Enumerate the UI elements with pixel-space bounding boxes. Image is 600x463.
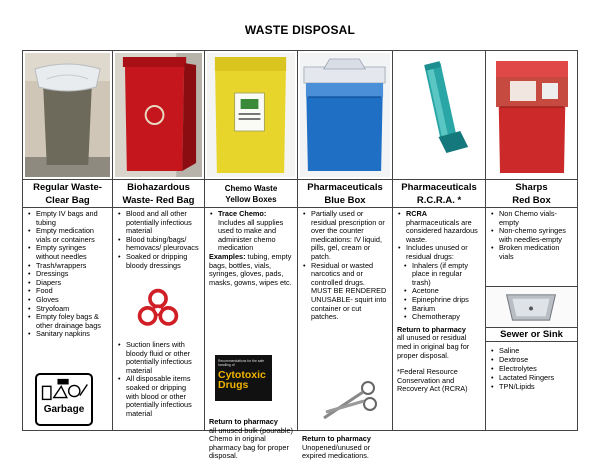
header-line-1: Biohazardous xyxy=(127,182,190,193)
list-item: • Includes unused or residual drugs: xyxy=(397,244,482,261)
return-block xyxy=(209,418,294,461)
list-item: • Empty medication vials or containers xyxy=(27,227,109,244)
must-be-rendered-text: MUST BE RENDERED UNUSABLE- squirt into container or cut patches. xyxy=(311,286,387,322)
header-line-2: Clear Bag xyxy=(45,194,90,206)
blue-box-photo xyxy=(300,53,390,177)
column-header xyxy=(113,179,204,208)
column-header xyxy=(393,179,485,208)
clear-bag-bin-photo xyxy=(25,53,110,177)
column-body xyxy=(298,208,392,461)
waste-disposal-table xyxy=(22,50,578,461)
column-header xyxy=(486,179,577,208)
list-item: • Suction liners with bloody fluid or other potentially infectious material xyxy=(117,341,201,375)
header-line-2: Blue Box xyxy=(324,194,366,206)
column-body xyxy=(113,208,204,418)
list-item: • Sanitary napkins xyxy=(27,330,109,339)
label-big-text: Cytotoxic Drugs xyxy=(218,369,266,391)
list-item: • Empty foley bags & other drainage bags xyxy=(27,313,109,330)
sink-photo xyxy=(486,286,577,327)
return-block xyxy=(397,326,482,360)
column-header xyxy=(205,179,297,208)
examples-block xyxy=(209,253,294,287)
column-pharmaceuticals-blue xyxy=(298,51,393,461)
list-item: • Blood tubing/bags/ hemovacs/ pleurovacs xyxy=(117,236,201,253)
return-text: Unopened/unused or expired medications. xyxy=(302,442,371,461)
garbage-icon xyxy=(35,373,93,426)
column-sharps xyxy=(486,51,577,430)
sub-list-item: • Inhalers (if empty place in regular trash) xyxy=(403,262,482,288)
list-item: • Stryofoam xyxy=(27,305,109,314)
sub-list-item: • Barium xyxy=(403,305,482,314)
column-pharmaceuticals-rcra xyxy=(393,51,486,430)
scissors-icon xyxy=(320,380,378,422)
return-title: Return to pharmacy xyxy=(302,434,371,443)
return-text: all unused or residual med in original bag for proper disposal. xyxy=(397,333,470,360)
yellow-chemo-box-photo xyxy=(207,53,295,177)
sub-list-item: • Chemotherapy xyxy=(403,313,482,322)
examples-text: tubing, empty bags, bottles, vials, syringes, gloves, pads, masks, gowns, wipes etc. xyxy=(209,251,292,287)
header-line-2: Waste- Red Bag xyxy=(122,194,195,206)
red-biohazard-bin-photo xyxy=(115,53,202,177)
column-chemo-waste xyxy=(205,51,298,461)
list-item: • Food xyxy=(27,287,109,296)
list-item: • Diapers xyxy=(27,279,109,288)
sub-list-item: • Epinephrine drips xyxy=(403,296,482,305)
examples-label: Examples: xyxy=(209,251,246,261)
column-regular-waste xyxy=(23,51,113,430)
list-item: • Non Chemo vials-empty xyxy=(490,210,574,227)
header-line-1: Pharmaceuticals xyxy=(307,182,383,193)
list-item xyxy=(397,210,482,244)
list-item: • Broken medication vials xyxy=(490,244,574,261)
return-text: all unused bulk (pourable) Chemo in original pharmacy bag for proper disposal. xyxy=(209,425,293,461)
list-item: • Blood and all other potentially infectious material xyxy=(117,210,201,236)
list-item: • Residual or wasted narcotics and or controlled drugs. xyxy=(302,262,389,288)
rcra-text: pharmaceuticals are considered hazardous waste. xyxy=(406,217,478,244)
column-body xyxy=(486,208,577,262)
list-item xyxy=(209,210,294,219)
header-line-2: Red Box xyxy=(512,194,551,206)
rcra-footnote: *Federal Resource Conservation and Recovery Act (RCRA) xyxy=(397,367,468,394)
list-item: • Soaked or dripping bloody dressings xyxy=(117,253,201,270)
list-item: • Electrolytes xyxy=(490,365,574,374)
list-item: • Dressings xyxy=(27,270,109,279)
list-item: • Saline xyxy=(490,347,574,356)
page-title: WASTE DISPOSAL xyxy=(244,23,356,37)
list-item: • Partially used or residual prescription or over the counter medications: IV liquid, pills, gel, cream or patch. xyxy=(302,210,389,262)
inhaler-photo xyxy=(395,53,483,177)
biohazard-icon xyxy=(135,286,181,332)
return-title: Return to pharmacy xyxy=(209,417,278,426)
list-item: • Dextrose xyxy=(490,356,574,365)
list-item: • Gloves xyxy=(27,296,109,305)
rcra-title: RCRA xyxy=(406,209,428,218)
list-item: • Empty IV bags and tubing xyxy=(27,210,109,227)
list-item: • Non-chemo syringes with needles-empty xyxy=(490,227,574,244)
column-body xyxy=(23,208,112,415)
column-body xyxy=(393,208,485,394)
list-item: • Trash/wrappers xyxy=(27,262,109,271)
sewer-list xyxy=(490,347,574,392)
header-line-1: Chemo Waste xyxy=(224,184,278,193)
return-title: Return to pharmacy xyxy=(397,324,466,334)
column-body xyxy=(205,208,297,461)
header-line-1: Sharps xyxy=(515,182,548,193)
trace-chemo-text: Includes all supplies used to make and administer chemo medication xyxy=(218,217,284,253)
column-header xyxy=(23,179,112,208)
column-header xyxy=(298,179,392,208)
list-item: • All disposable items soaked or dripping with blood or other potentially infectious material xyxy=(117,375,201,418)
sharps-red-box-photo xyxy=(488,53,575,177)
header-line-1: Regular Waste- xyxy=(33,182,102,193)
return-block xyxy=(302,435,389,461)
header-line-2: R.C.R.A. * xyxy=(416,194,462,206)
label-small-text: Recommendations for the safe handling of xyxy=(218,359,265,367)
sub-list-item: • Acetone xyxy=(403,287,482,296)
list-item: • TPN/Lipids xyxy=(490,383,574,392)
list-item: • Empty syringes without needles xyxy=(27,244,109,261)
header-line-1: Pharmaceuticals xyxy=(401,182,477,193)
cytotoxic-drugs-label xyxy=(215,355,272,401)
trace-chemo-title: Trace Chemo: xyxy=(218,209,267,218)
list-item: • Lactated Ringers xyxy=(490,374,574,383)
garbage-label: Garbage xyxy=(43,404,85,415)
sewer-header: Sewer or Sink xyxy=(486,327,577,342)
column-biohazardous-waste xyxy=(113,51,205,430)
header-line-2: Yellow Boxes xyxy=(225,195,277,204)
